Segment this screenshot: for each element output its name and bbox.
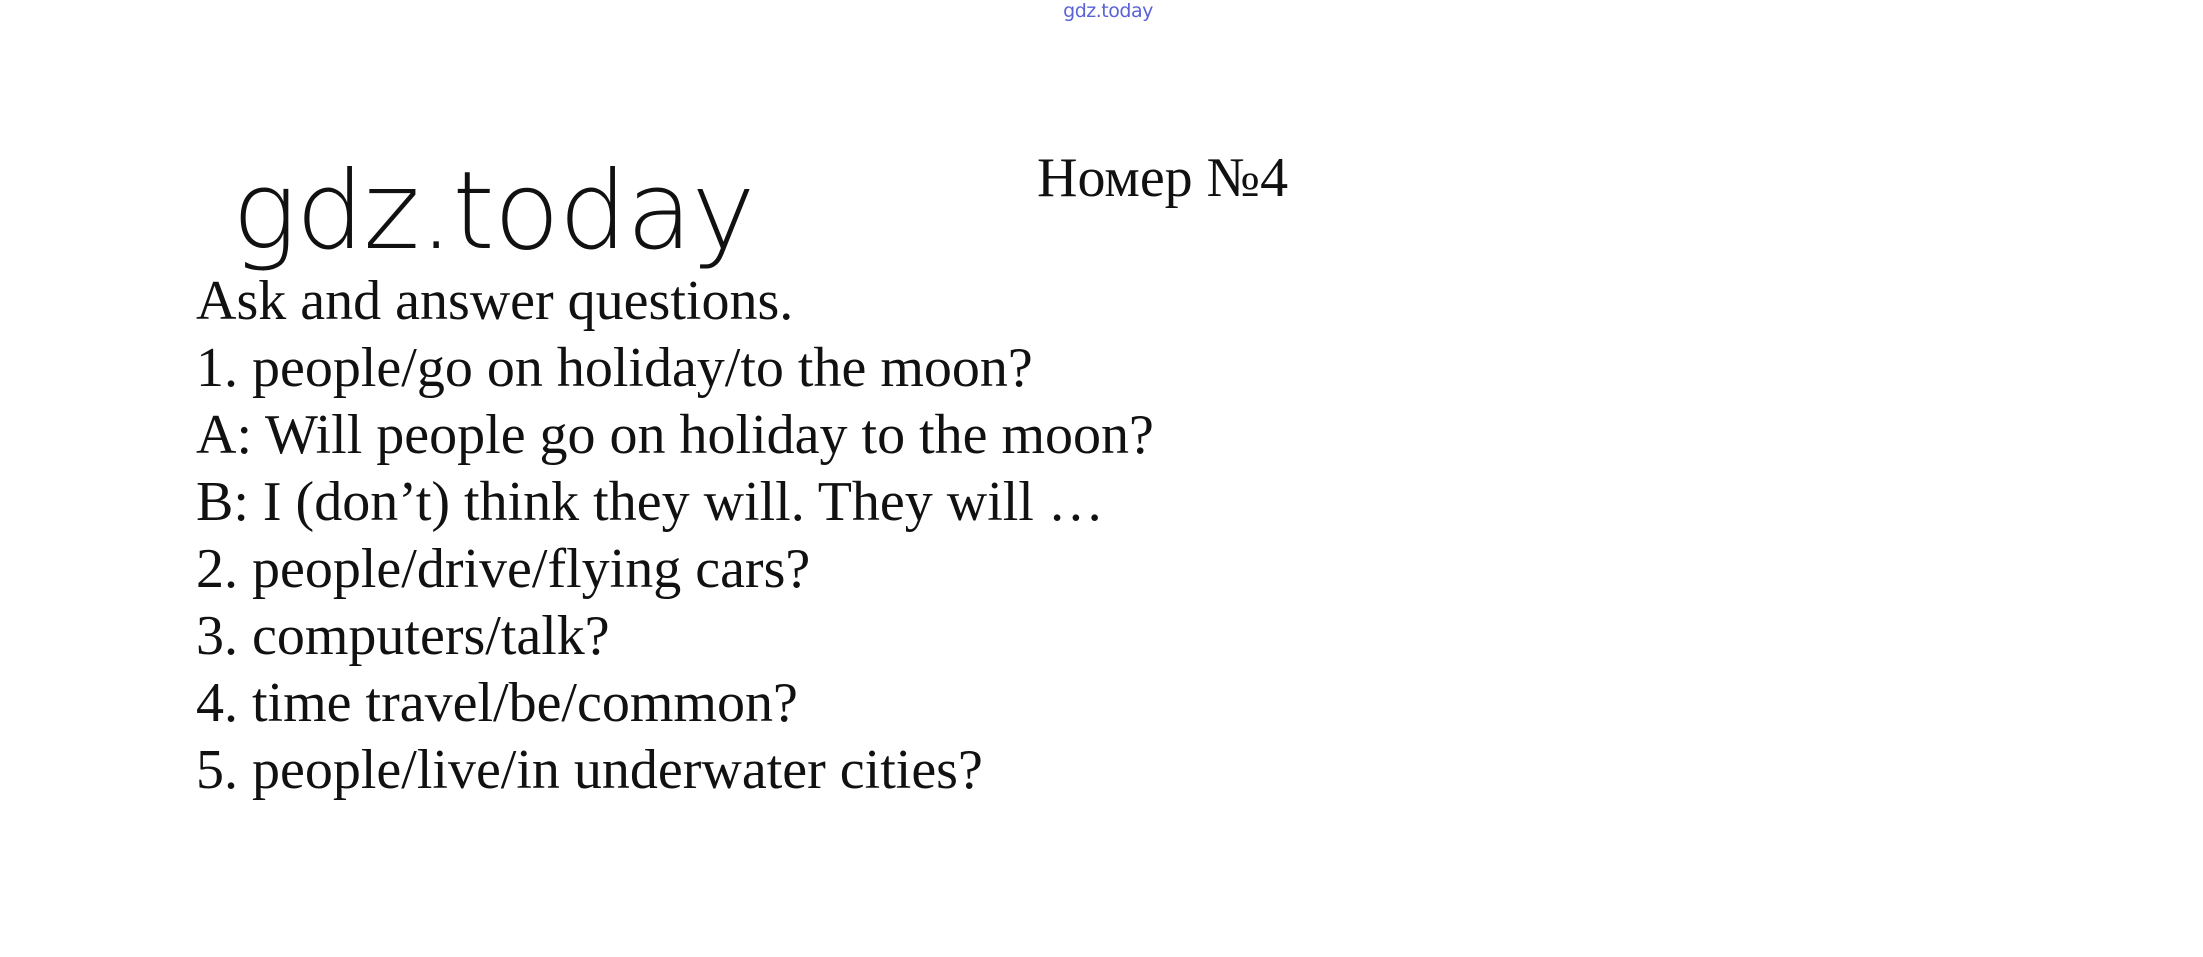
question-line: 2. people/drive/flying cars? bbox=[196, 538, 811, 600]
answer-b-line: B: I (don’t) think they will. They will … bbox=[196, 471, 1104, 533]
question-line: 4. time travel/be/common? bbox=[196, 672, 798, 734]
exercise-content bbox=[196, 268, 1154, 804]
question-line: 5. people/live/in underwater cities? bbox=[196, 739, 983, 801]
answer-a-line: A: Will people go on holiday to the moon? bbox=[196, 404, 1154, 466]
watermark-text: gdz.today bbox=[1063, 0, 1153, 22]
instruction-line: Ask and answer questions. bbox=[196, 270, 794, 332]
exercise-title: Номер №4 bbox=[1037, 147, 1289, 209]
question-line: 3. computers/talk? bbox=[196, 605, 610, 667]
site-logo: gdz.today bbox=[232, 149, 755, 274]
question-line: 1. people/go on holiday/to the moon? bbox=[196, 337, 1033, 399]
